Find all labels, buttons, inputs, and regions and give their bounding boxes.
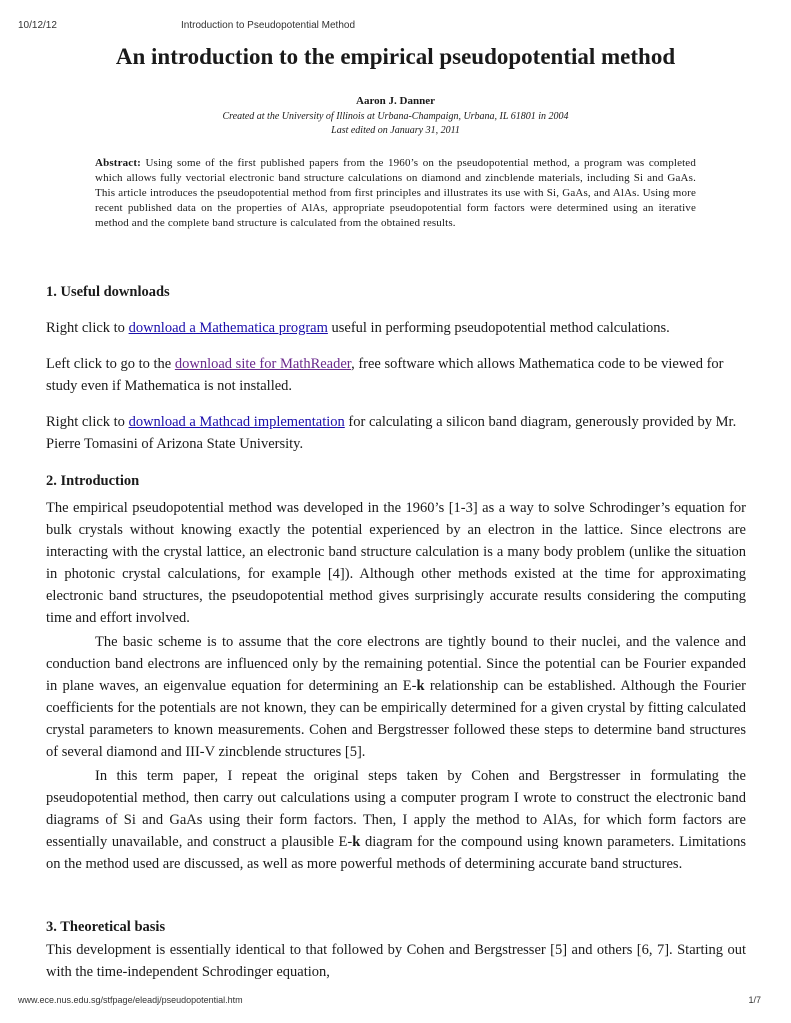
heading-useful-downloads: 1. Useful downloads (46, 284, 170, 300)
last-edited: Last edited on January 31, 2011 (331, 125, 460, 136)
abstract (95, 156, 696, 231)
intro-paragraph-2 (46, 631, 746, 763)
text: Right click to (46, 320, 129, 336)
author-name: Aaron J. Danner (356, 95, 435, 107)
download-paragraph-1 (46, 317, 746, 339)
k-symbol: k (416, 678, 425, 694)
text: for calculating a silicon band diagram, generously provided by Mr. Pierre Tomasini of Arizona State University. (46, 414, 737, 452)
abstract-label: Abstract: (95, 157, 141, 169)
text: Right click to (46, 414, 129, 430)
text: , free software which allows Mathematica code to be viewed for study even if Mathematica is not installed. (46, 356, 724, 394)
print-page-number: 1/7 (748, 995, 761, 1005)
intro-paragraph-3 (46, 765, 746, 875)
mathreader-download-link[interactable]: download site for MathReader (174, 356, 352, 372)
text: diagram for the compound using known parameters. Limitations on the method used are discussed, as well as more powerful methods of determining accurate band structures. (46, 834, 747, 872)
text: The basic scheme is to assume that the core electrons are tightly bound to their nuclei, and the valence and conduction band electrons are influenced only by the remaining potential. Since the potential can be Fourier expanded in plane waves, an eigenvalue equation for determining an E- (46, 634, 746, 694)
theory-paragraph-1: This development is essentially identical to that followed by Cohen and Bergstresser [5] and others [6, 7]. Starting out with the time-independent Schrodinger equation, (46, 942, 746, 980)
heading-theoretical-basis: 3. Theoretical basis (46, 919, 166, 935)
print-page-title: Introduction to Pseudopotential Method (181, 20, 356, 31)
affiliation-block (0, 110, 791, 138)
print-footer-url: www.ece.nus.edu.sg/stfpage/eleadj/pseudopotential.htm (18, 995, 243, 1005)
k-symbol: k (352, 834, 361, 850)
intro-paragraph-1: The empirical pseudopotential method was developed in the 1960’s [1-3] as a way to solve Schrodinger’s equation for bulk crystals without knowing exactly the potential experienced by an electron in the lattice. Since electrons are interacting with the crystal lattice, an electronic band structure calculation is a many body problem (unlike the situation in photonic crystal calculations, for example [4]). Although other methods existed at the time for approximating electronic band structures, the pseudopotential method gives surprisingly accurate results considering the computing time and effort involved. (46, 500, 746, 626)
text: Left click to go to the (46, 356, 175, 372)
download-paragraph-3 (46, 411, 746, 455)
text: relationship can be established. Although the Fourier coefficients for the potentials are not known, they can be empirically determined for a given crystal by fitting calculated crystal parameters to known measurements. Cohen and Bergstresser followed these steps to determine band structures of several diamond and III-V zincblende structures [5]. (46, 678, 746, 760)
text: useful in performing pseudopotential method calculations. (327, 320, 670, 336)
print-date: 10/12/12 (18, 20, 57, 31)
download-paragraph-2 (46, 353, 746, 397)
mathcad-download-link[interactable]: download a Mathcad implementation (128, 414, 345, 430)
heading-introduction: 2. Introduction (46, 473, 140, 489)
affiliation: Created at the University of Illinois at Urbana-Champaign, Urbana, IL 61801 in 2004 (222, 111, 569, 122)
article-title: An introduction to the empirical pseudopotential method (115, 44, 676, 69)
mathematica-download-link[interactable]: download a Mathematica program (128, 320, 328, 336)
text: In this term paper, I repeat the original steps taken by Cohen and Bergstresser in formulating the pseudopotential method, then carry out calculations using a computer program I wrote to construct the electronic band diagrams of Si and GaAs using their form factors. Then, I apply the method to AlAs, for which form factors are essentially unavailable, and construct a plausible E- (46, 768, 746, 850)
abstract-text: Using some of the first published papers from the 1960’s on the pseudopotential method, a program was completed which allows fully vectorial electronic band structure calculations on diamond and zincblende materials, including Si and GaAs. This article introduces the pseudopotential method from first principles and illustrates its use with Si, GaAs, and AlAs. Using more recent published data on the properties of AlAs, appropriate pseudopotential form factors were determined using an iterative method and the complete band structure is calculated from the obtained results. (95, 157, 696, 229)
